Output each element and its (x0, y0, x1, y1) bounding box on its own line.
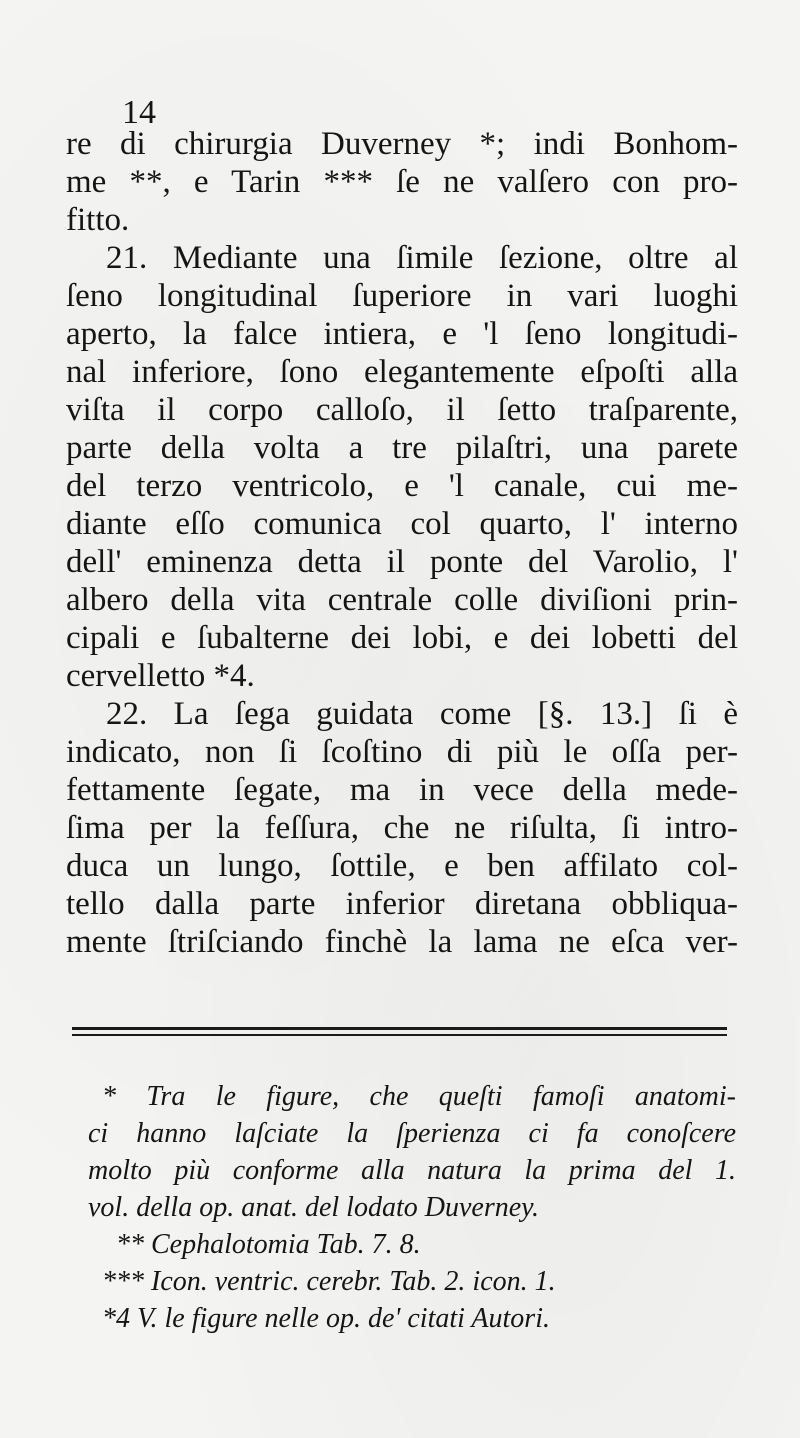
body-line: me **, e Tarin *** ſe ne valſero con pro- (66, 164, 738, 200)
body-line: parte della volta a tre pilaſtri, una parete (66, 430, 738, 466)
body-line: cervelletto *4. (66, 658, 255, 694)
body-line: dell' eminenza detta il ponte del Varolio, l' (66, 544, 738, 580)
footnote-line: *** Icon. ventric. cerebr. Tab. 2. icon. 1. (102, 1266, 556, 1297)
body-line: ſima per la feſſura, che ne riſulta, ſi intro- (66, 810, 738, 846)
body-line: albero della vita centrale colle diviſioni prin- (66, 582, 738, 618)
footnote-line: molto più conforme alla natura la prima del 1. (88, 1155, 736, 1186)
body-text (66, 125, 738, 961)
footnote-line: * Tra le figure, che queſti famoſi anatomi- (102, 1081, 736, 1112)
body-line: re di chirurgia Duverney *; indi Bonhom- (66, 126, 738, 162)
footnote-line: vol. della op. anat. del lodato Duverney. (88, 1192, 540, 1223)
body-line: mente ſtriſciando finchè la lama ne eſca ver- (66, 924, 738, 960)
paragraph-21-start: 21. Mediante una ſimile ſezione, oltre al (106, 240, 738, 276)
body-line: diante eſſo comunica col quarto, l' interno (66, 506, 738, 542)
footnote-rule-bottom (72, 1034, 727, 1036)
body-line: indicato, non ſi ſcoſtino di più le oſſa per- (66, 734, 738, 770)
footnote-line: ci hanno laſciate la ſperienza ci fa conoſcere (88, 1118, 736, 1149)
body-line: ſeno longitudinal ſuperiore in vari luoghi (66, 278, 738, 314)
body-line: tello dalla parte inferior diretana obbliqua- (66, 886, 738, 922)
body-line: viſta il corpo calloſo, il ſetto traſparente, (66, 392, 738, 428)
body-line: fitto. (66, 202, 130, 238)
body-line: nal inferiore, ſono elegantemente eſpoſti alla (66, 354, 738, 390)
body-line: duca un lungo, ſottile, e ben affilato col- (66, 848, 738, 884)
body-line: aperto, la falce intiera, e 'l ſeno longitudi- (66, 316, 738, 352)
footnotes (88, 1078, 736, 1337)
body-line: cipali e ſubalterne dei lobi, e dei lobetti del (66, 620, 738, 656)
footnote-line: *4 V. le figure nelle op. de' citati Autori. (102, 1303, 550, 1334)
paragraph-22-start: 22. La ſega guidata come [§. 13.] ſi è (106, 696, 738, 732)
page-number: 14 (122, 94, 156, 131)
footnote-line: ** Cephalotomia Tab. 7. 8. (116, 1229, 421, 1260)
body-line: fettamente ſegate, ma in vece della mede- (66, 772, 738, 808)
body-line: del terzo ventricolo, e 'l canale, cui me- (66, 468, 738, 504)
footnote-rule-top (72, 1027, 727, 1030)
